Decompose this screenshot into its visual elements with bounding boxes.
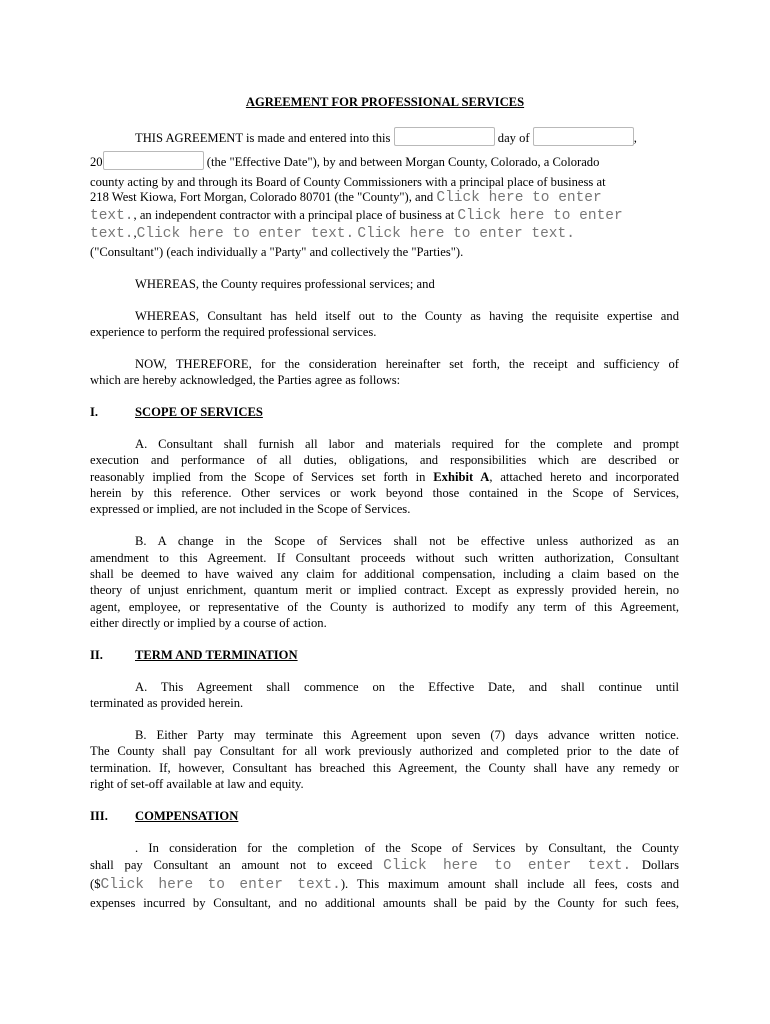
consultant-address-placeholder[interactable]: Click here to enter	[457, 208, 623, 224]
section-2-heading: TERM AND TERMINATION	[135, 648, 298, 662]
year-input-field[interactable]	[103, 151, 204, 170]
now-therefore-line-1: NOW, THEREFORE, for the consideration hereinafter set forth, the receipt and sufficiency of	[135, 357, 679, 371]
section-2b-line-4: right of set-off available at law and equity.	[90, 777, 304, 791]
document-title: AGREEMENT FOR PROFESSIONAL SERVICES	[245, 95, 525, 109]
section-2b-line-3: termination. If, however, Consultant has breached this Agreement, the County shall have any remedy or	[90, 761, 679, 775]
section-1a-line-1: A. Consultant shall furnish all labor and materials required for the complete and prompt	[135, 437, 679, 451]
section-2b-line-1: B. Either Party may terminate this Agreement upon seven (7) days advance written notice.	[135, 728, 679, 742]
intro-line-1: THIS AGREEMENT is made and entered into this day of ,	[135, 127, 637, 146]
consultant-address-placeholder-cont[interactable]: text.	[90, 226, 134, 242]
section-1a-line-4: herein by this reference. Other services or work beyond those contained in the Scope of Services,	[90, 486, 679, 500]
amount-words-placeholder[interactable]: Click here to enter text.	[383, 858, 632, 874]
exhibit-a-reference: Exhibit A	[433, 470, 490, 484]
section-2a-line-2: terminated as provided herein.	[90, 696, 244, 710]
section-3-line-4: expenses incurred by Consultant, and no additional amounts shall be paid by the County for such fees,	[90, 896, 679, 910]
section-1a-line-5: expressed or implied, are not included in the Scope of Services.	[90, 502, 411, 516]
intro-line-3: county acting by and through its Board of County Commissioners with a principal place of business at	[90, 175, 606, 189]
consultant-name-placeholder[interactable]: Click here to enter	[436, 190, 602, 206]
month-input-field[interactable]	[533, 127, 634, 146]
section-3-line-3: ($Click here to enter text.). This maximum amount shall include all fees, costs and	[90, 877, 680, 893]
amount-numeric-placeholder[interactable]: Click here to enter text.	[100, 877, 341, 893]
now-therefore-line-2: which are hereby acknowledged, the Parties agree as follows:	[90, 373, 401, 387]
section-1b-line-2: amendment to this Agreement. If Consultant proceeds without such written authorization, Consultant	[90, 551, 679, 565]
consultant-city-placeholder[interactable]: Click here to enter text.	[136, 226, 355, 242]
intro-line-4: 218 West Kiowa, Fort Morgan, Colorado 80701 (the "County"), and Click here to enter	[90, 190, 602, 206]
section-1b-line-1: B. A change in the Scope of Services shall not be effective unless authorized as an	[135, 534, 679, 548]
whereas-clause-2-line-2: experience to perform the required professional services.	[90, 325, 377, 339]
section-3-line-1: . In consideration for the completion of the Scope of Services by Consultant, the County	[135, 841, 679, 855]
section-1b-line-3: shall be deemed to have waived any claim for additional compensation, including a claim based on the	[90, 567, 679, 581]
intro-line-5: text., an independent contractor with a principal place of business at Click here to enter	[90, 208, 623, 224]
section-3-heading: COMPENSATION	[135, 809, 239, 823]
intro-line-6: text.,Click here to enter text. Click here to enter text.	[90, 226, 575, 242]
section-1b-line-5: agent, employee, or representative of the County is authorized to modify any term of this Agreement,	[90, 600, 679, 614]
section-2a-line-1: A. This Agreement shall commence on the Effective Date, and shall continue until	[135, 680, 679, 694]
section-1-number: I.	[90, 405, 99, 419]
consultant-name-placeholder-cont[interactable]: text.	[90, 208, 134, 224]
consultant-state-placeholder[interactable]: Click here to enter text.	[357, 226, 575, 242]
day-input-field[interactable]	[394, 127, 495, 146]
section-1a-line-2: execution and performance of all duties, obligations, and responsibilities which are described or	[90, 453, 679, 467]
intro-line-2: 20 (the "Effective Date"), by and between Morgan County, Colorado, a Colorado	[90, 151, 599, 170]
intro-line-7: ("Consultant") (each individually a "Party" and collectively the "Parties").	[90, 245, 464, 259]
whereas-clause-2-line-1: WHEREAS, Consultant has held itself out to the County as having the requisite expertise and	[135, 309, 679, 323]
section-2-number: II.	[90, 648, 103, 662]
section-1-heading: SCOPE OF SERVICES	[135, 405, 263, 419]
section-1a-line-3: reasonably implied from the Scope of Services set forth in Exhibit A, attached hereto and incorporated	[90, 470, 679, 484]
section-2b-line-2: The County shall pay Consultant for all work previously authorized and completed prior to the date of	[90, 744, 679, 758]
section-3-line-2: shall pay Consultant an amount not to exceed Click here to enter text. Dollars	[90, 858, 679, 874]
section-1b-line-4: theory of unjust enrichment, quantum merit or implied contract. Except as expressly provided herein, no	[90, 583, 679, 597]
section-1b-line-6: either directly or implied by a course of action.	[90, 616, 327, 630]
whereas-clause-1: WHEREAS, the County requires professional services; and	[135, 277, 435, 291]
section-3-number: III.	[90, 809, 108, 823]
